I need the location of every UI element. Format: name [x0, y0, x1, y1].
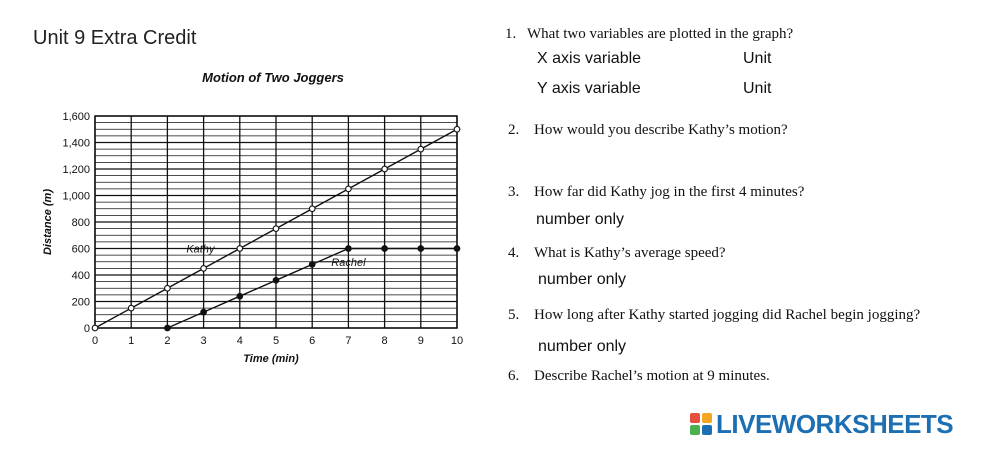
question-1-text: What two variables are plotted in the graph? [527, 26, 794, 42]
x-tick-label: 0 [91, 335, 99, 347]
x-tick-label: 5 [272, 335, 280, 347]
kathy-point [346, 186, 352, 192]
y-tick-label: 200 [71, 296, 90, 309]
y-unit-label: Unit [743, 80, 772, 97]
rachel-point [382, 246, 388, 252]
question-5-number: 5. [508, 307, 520, 323]
page-title: Unit 9 Extra Credit [33, 27, 197, 49]
x-tick-label: 7 [345, 335, 352, 347]
kathy-point [418, 146, 424, 152]
rachel-point [273, 278, 279, 284]
question-6-number: 6. [508, 368, 520, 384]
kathy-point [273, 226, 279, 232]
x-tick-label: 2 [164, 335, 171, 347]
rachel-series-label: Rachel [331, 256, 366, 269]
brand-square [702, 425, 712, 435]
kathy-point [201, 266, 207, 272]
x-unit-label: Unit [743, 50, 772, 67]
brand-text: LIVEWORKSHEETS [716, 408, 954, 439]
q3-number-only-hint: number only [536, 211, 625, 228]
rachel-point [237, 293, 243, 299]
rachel-point [201, 309, 207, 315]
x-tick-label: 1 [128, 335, 135, 347]
kathy-point [128, 305, 134, 311]
x-axis-variable-label: X axis variable [537, 50, 642, 67]
y-tick-label: 0 [83, 323, 90, 335]
question-2-text: How would you describe Kathy’s motion? [534, 122, 788, 138]
brand-square [690, 413, 700, 423]
q4-number-only-hint: number only [538, 271, 627, 288]
rachel-point [418, 246, 424, 252]
x-tick-label: 8 [381, 335, 388, 347]
kathy-point [454, 126, 460, 132]
kathy-point [309, 206, 315, 212]
y-tick-label: 1,000 [62, 190, 90, 203]
kathy-point [382, 166, 388, 172]
rachel-point [165, 325, 171, 331]
motion-chart [0, 0, 480, 380]
rachel-point [309, 262, 315, 268]
rachel-point [454, 246, 460, 252]
q5-number-only-hint: number only [538, 338, 627, 355]
question-3-text: How far did Kathy jog in the first 4 minutes? [534, 184, 805, 200]
question-4 [508, 245, 726, 262]
y-axis-label: Distance (m) [42, 188, 54, 256]
question-3-number: 3. [508, 184, 520, 200]
y-tick-label: 1,400 [62, 137, 90, 150]
y-tick-label: 1,200 [62, 164, 90, 176]
question-3 [508, 184, 804, 201]
y-axis-variable-label: Y axis variable [537, 80, 641, 97]
kathy-point [92, 325, 98, 331]
x-axis-label: Time (min) [243, 353, 299, 365]
liveworksheets-logo [690, 408, 953, 440]
question-1-number: 1. [505, 26, 517, 42]
kathy-series-label: Kathy [186, 243, 215, 256]
x-tick-label: 6 [309, 335, 316, 347]
y-tick-label: 600 [71, 243, 90, 256]
chart-title: Motion of Two Joggers [202, 70, 344, 85]
question-4-number: 4. [508, 245, 520, 261]
y-tick-label: 400 [71, 270, 90, 282]
question-4-text: What is Kathy’s average speed? [534, 245, 726, 261]
x-tick-label: 9 [417, 335, 424, 347]
liveworksheets-icon [690, 413, 712, 435]
question-5 [508, 307, 920, 324]
y-tick-label: 800 [71, 217, 90, 229]
question-2-number: 2. [508, 122, 520, 138]
brand-square [702, 413, 712, 423]
question-1 [505, 26, 793, 43]
y-tick-label: 1,600 [62, 111, 90, 123]
x-tick-label: 10 [450, 335, 464, 347]
kathy-point [165, 285, 171, 291]
kathy-point [237, 246, 243, 252]
question-6-text: Describe Rachel’s motion at 9 minutes. [534, 368, 770, 384]
question-5-text: How long after Kathy started jogging did Rachel begin jogging? [534, 307, 921, 323]
question-2 [508, 122, 788, 139]
brand-square [690, 425, 700, 435]
question-6 [508, 368, 770, 385]
x-tick-label: 3 [200, 335, 207, 347]
rachel-point [346, 246, 352, 252]
x-tick-label: 4 [236, 335, 243, 347]
